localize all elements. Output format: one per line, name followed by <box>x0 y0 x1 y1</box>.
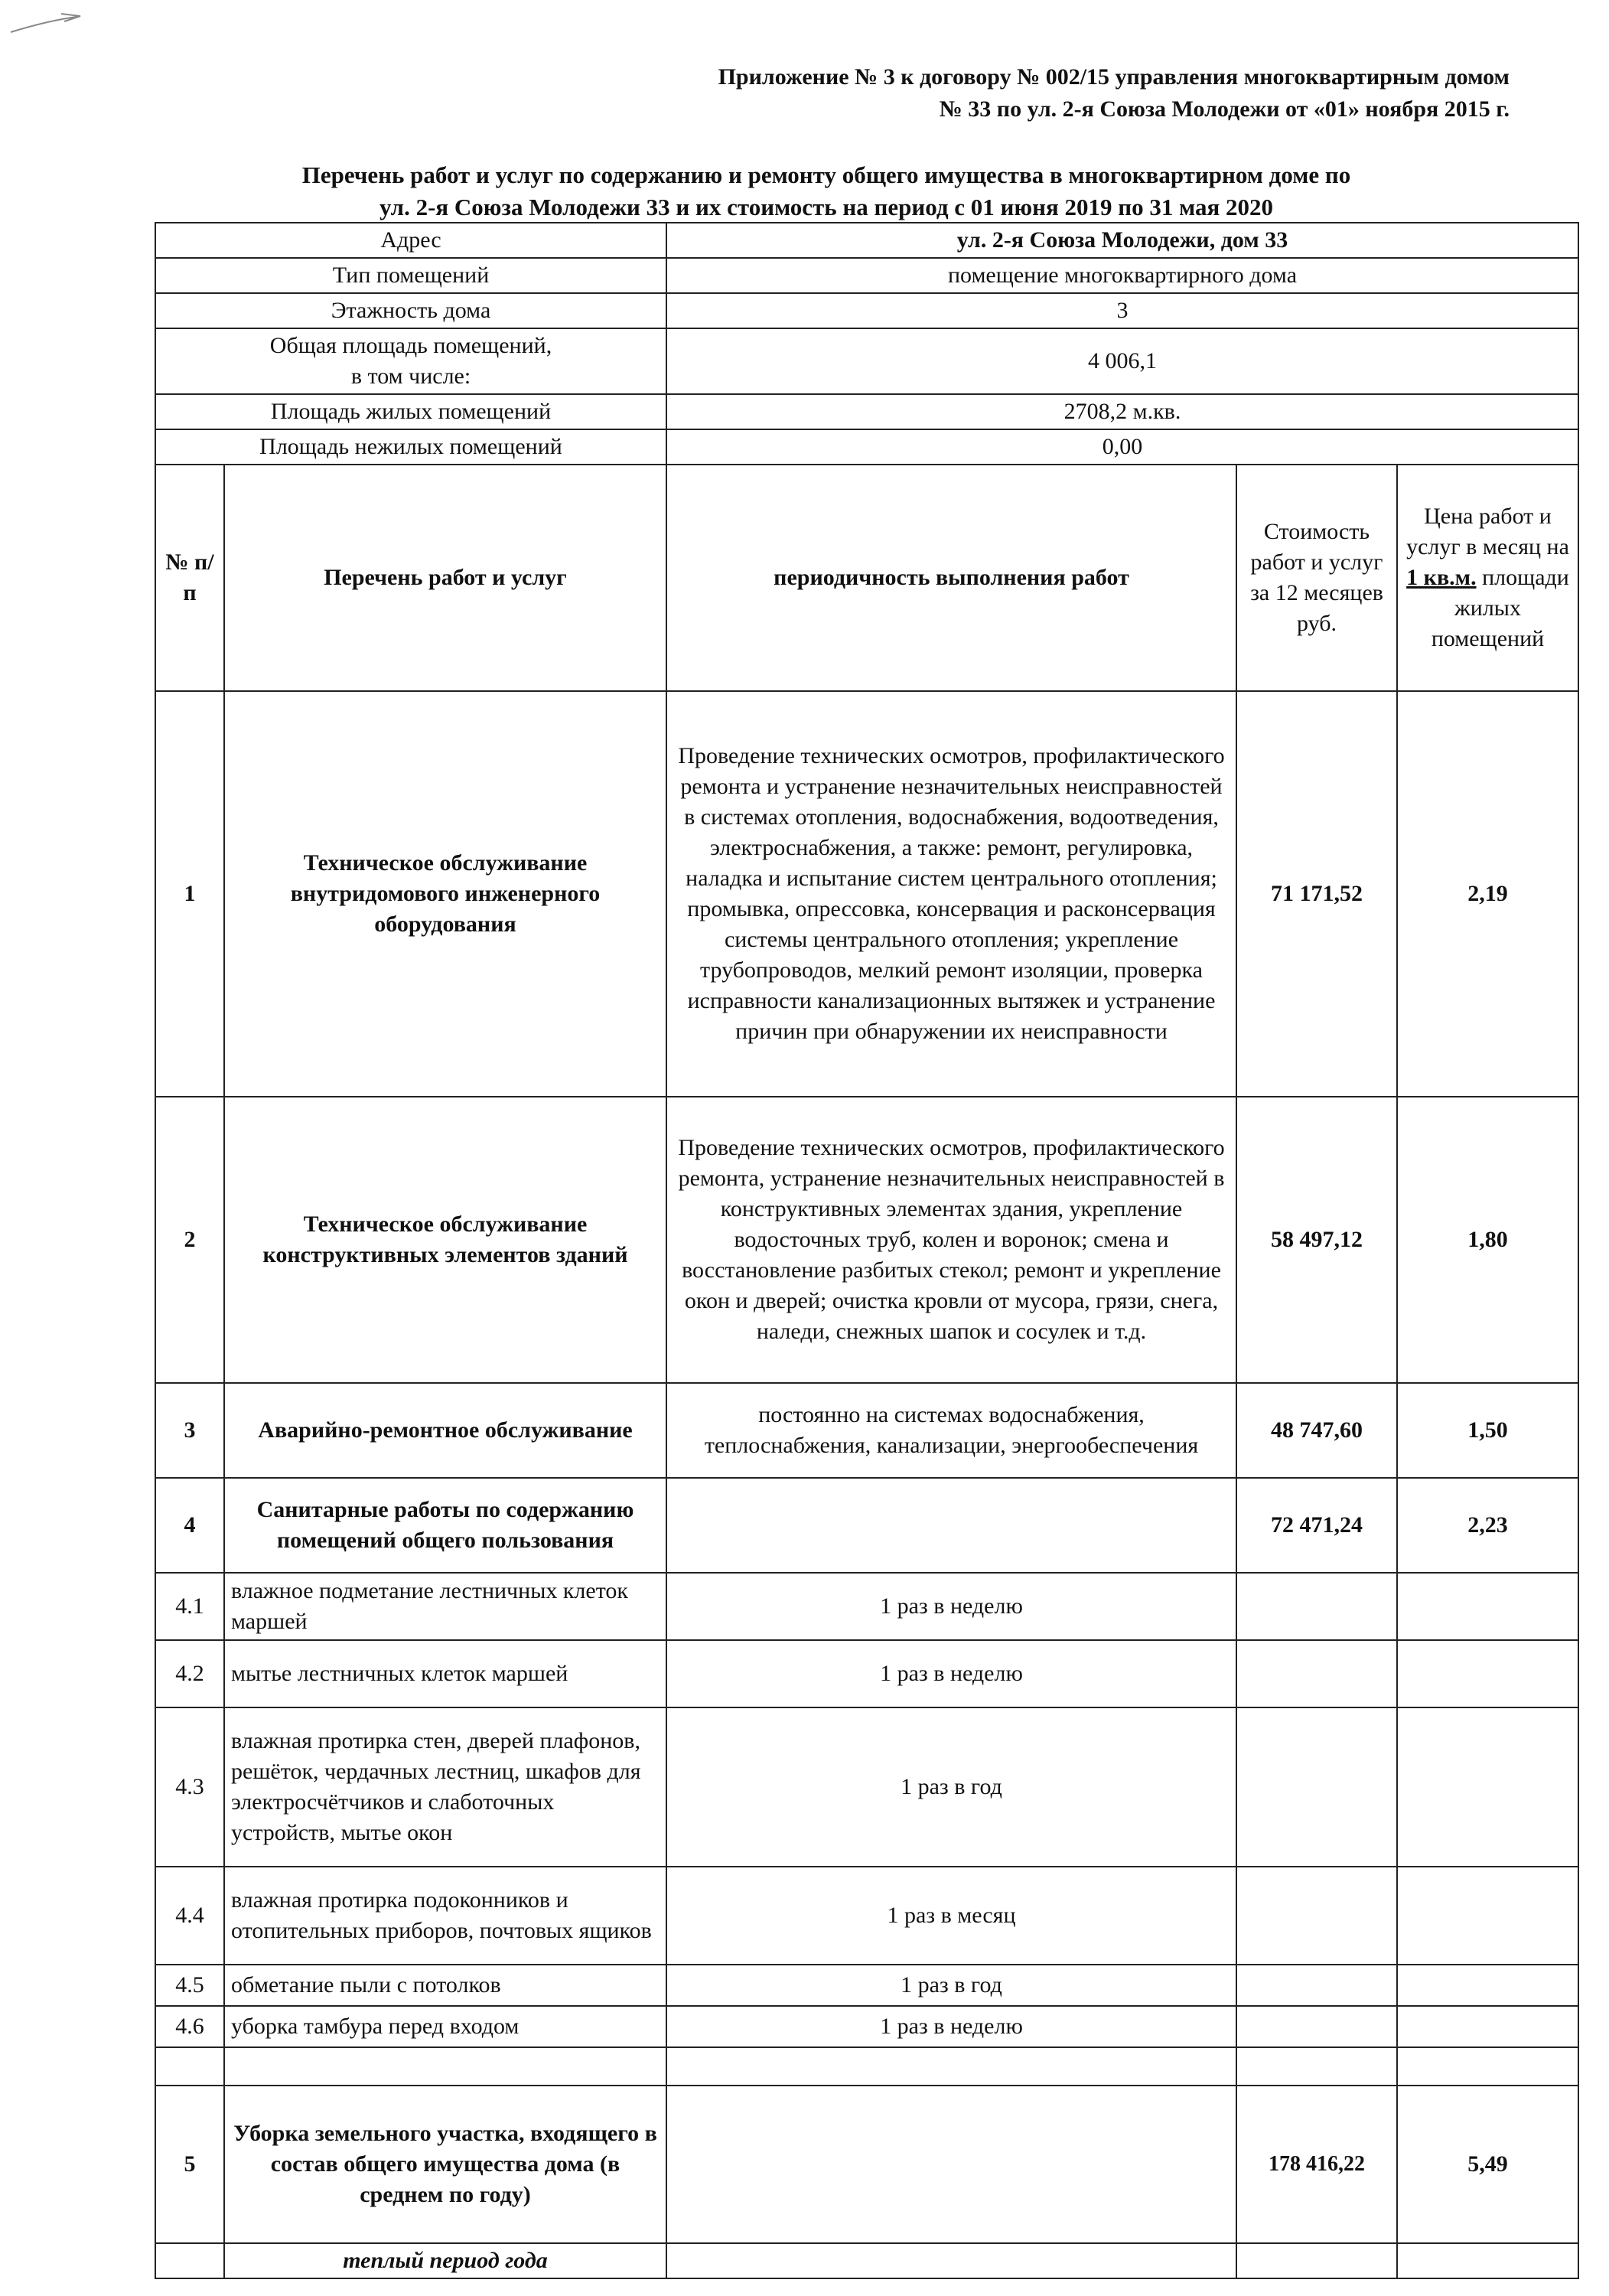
info-label-line-2: в том числе: <box>350 364 471 389</box>
info-label: Площадь нежилых помещений <box>155 429 666 465</box>
sub-row-name: влажная протирка стен, дверей плафонов, решёток, чердачных лестниц, шкафов для электросчётчиков и слаботочных устройств, мытье окон <box>224 1707 666 1867</box>
row-period <box>666 1478 1236 1573</box>
empty-cell <box>1397 2243 1578 2278</box>
sub-row-name: влажная протирка подоконников и отопительных приборов, почтовых ящиков <box>224 1867 666 1965</box>
row-num: 2 <box>155 1097 224 1383</box>
info-value: ул. 2-я Союза Молодежи, дом 33 <box>666 223 1578 258</box>
row-num: 5 <box>155 2086 224 2243</box>
document-header <box>209 61 1510 126</box>
row-price: 5,49 <box>1397 2086 1578 2243</box>
sub-row-name: мытье лестничных клеток маршей <box>224 1640 666 1707</box>
sub-row-price-empty <box>1397 1867 1578 1965</box>
sub-row-price-empty <box>1397 1707 1578 1867</box>
sub-row-price-empty <box>1397 1573 1578 1640</box>
spacer-row <box>155 2047 1578 2086</box>
sub-row-num: 4.4 <box>155 1867 224 1965</box>
info-value: 3 <box>666 293 1578 328</box>
sub-row <box>155 1707 1578 1867</box>
column-header-works: Перечень работ и услуг <box>224 465 666 691</box>
empty-cell <box>666 2243 1236 2278</box>
row-cost: 71 171,52 <box>1236 691 1397 1097</box>
sub-row-cost-empty <box>1236 1867 1397 1965</box>
row-cost: 48 747,60 <box>1236 1383 1397 1478</box>
row-price: 2,23 <box>1397 1478 1578 1573</box>
sub-row <box>155 1640 1578 1707</box>
row-period: постоянно на системах водоснабжения, теплоснабжения, канализации, энергообеспечения <box>666 1383 1236 1478</box>
row-period: Проведение технических осмотров, профилактического ремонта и устранение незначительных неисправностей в системах отопления, водоснабжения, водоотведения, электроснабжения, а также: ремонт, регулировка, наладка и испытание систем центрального отопления; промывка, опрессовка, консервация и расконсервация системы центрального отопления; укрепление трубопроводов, мелкий ремонт изоляции, проверка исправности канализационных вытяжек и устранение причин при обнаружении их неисправности <box>666 691 1236 1097</box>
sub-row-num: 4.5 <box>155 1965 224 2006</box>
sub-row <box>155 1965 1578 2006</box>
row-num: 4 <box>155 1478 224 1573</box>
info-row-nonliving-area <box>155 429 1578 465</box>
info-row-floors <box>155 293 1578 328</box>
column-header-price <box>1397 465 1578 691</box>
scan-artifact-mark <box>8 9 107 40</box>
title-line-2: ул. 2-я Союза Молодежи 33 и их стоимость на период с 01 июня 2019 по 31 мая 2020 <box>379 194 1274 220</box>
row-period <box>666 2086 1236 2243</box>
price-header-unit: 1 кв.м. <box>1406 565 1477 590</box>
row-name: Аварийно-ремонтное обслуживание <box>224 1383 666 1478</box>
info-row-total-area <box>155 328 1578 394</box>
sub-row-cost-empty <box>1236 2006 1397 2047</box>
sub-row-cost-empty <box>1236 1707 1397 1867</box>
season-label: теплый период года <box>224 2243 666 2278</box>
row-num: 1 <box>155 691 224 1097</box>
info-value: 4 006,1 <box>666 328 1578 394</box>
table-row <box>155 1097 1578 1383</box>
row-name: Уборка земельного участка, входящего в состав общего имущества дома (в среднем по году) <box>224 2086 666 2243</box>
sub-row-num: 4.6 <box>155 2006 224 2047</box>
title-line-1: Перечень работ и услуг по содержанию и ремонту общего имущества в многоквартирном доме по <box>301 161 1351 188</box>
sub-row-num: 4.1 <box>155 1573 224 1640</box>
info-label: Этажность дома <box>155 293 666 328</box>
price-header-b: площади жилых помещений <box>1431 565 1569 651</box>
services-table <box>155 222 1579 2279</box>
row-name: Санитарные работы по содержанию помещений общего пользования <box>224 1478 666 1573</box>
info-label: Адрес <box>155 223 666 258</box>
row-cost: 178 416,22 <box>1236 2086 1397 2243</box>
empty-cell <box>155 2047 224 2086</box>
table-row <box>155 2086 1578 2243</box>
sub-row-period: 1 раз в неделю <box>666 1573 1236 1640</box>
column-header-cost: Стоимость работ и услуг за 12 месяцев руб. <box>1236 465 1397 691</box>
header-line-2: № 33 по ул. 2-я Союза Молодежи от «01» ноября 2015 г. <box>939 96 1510 122</box>
sub-row-period: 1 раз в год <box>666 1707 1236 1867</box>
row-name: Техническое обслуживание конструктивных элементов зданий <box>224 1097 666 1383</box>
column-header-period: периодичность выполнения работ <box>666 465 1236 691</box>
empty-cell <box>155 2243 224 2278</box>
table-row <box>155 691 1578 1097</box>
info-row-address <box>155 223 1578 258</box>
row-num: 3 <box>155 1383 224 1478</box>
info-value: помещение многоквартирного дома <box>666 258 1578 293</box>
season-row <box>155 2243 1578 2278</box>
column-header-num: № п/п <box>155 465 224 691</box>
empty-cell <box>1236 2047 1397 2086</box>
sub-row-price-empty <box>1397 1640 1578 1707</box>
sub-row-period: 1 раз в неделю <box>666 1640 1236 1707</box>
empty-cell <box>1397 2047 1578 2086</box>
empty-cell <box>224 2047 666 2086</box>
row-price: 1,50 <box>1397 1383 1578 1478</box>
info-label-line-1: Общая площадь помещений, <box>269 333 552 358</box>
info-label <box>155 328 666 394</box>
info-row-living-area <box>155 394 1578 429</box>
row-cost: 58 497,12 <box>1236 1097 1397 1383</box>
sub-row <box>155 1867 1578 1965</box>
row-period: Проведение технических осмотров, профилактического ремонта, устранение незначительных неисправностей в конструктивных элементах здания, укрепление водосточных труб, колен и воронок; смена и восстановление разбитых стекол; ремонт и укрепление окон и дверей; очистка кровли от мусора, грязи, снега, наледи, снежных шапок и сосулек и т.д. <box>666 1097 1236 1383</box>
row-name: Техническое обслуживание внутридомового инженерного оборудования <box>224 691 666 1097</box>
info-value: 2708,2 м.кв. <box>666 394 1578 429</box>
row-price: 1,80 <box>1397 1097 1578 1383</box>
sub-row-period: 1 раз в неделю <box>666 2006 1236 2047</box>
sub-row-cost-empty <box>1236 1640 1397 1707</box>
table-row <box>155 1383 1578 1478</box>
sub-row-price-empty <box>1397 1965 1578 2006</box>
document-title <box>138 159 1515 223</box>
sub-row-price-empty <box>1397 2006 1578 2047</box>
empty-cell <box>1236 2243 1397 2278</box>
info-row-type <box>155 258 1578 293</box>
price-header-a: Цена работ и услуг в месяц на <box>1406 504 1569 559</box>
sub-row-period: 1 раз в год <box>666 1965 1236 2006</box>
info-label: Площадь жилых помещений <box>155 394 666 429</box>
sub-row-num: 4.3 <box>155 1707 224 1867</box>
info-label: Тип помещений <box>155 258 666 293</box>
sub-row-num: 4.2 <box>155 1640 224 1707</box>
sub-row-name: уборка тамбура перед входом <box>224 2006 666 2047</box>
sub-row-cost-empty <box>1236 1965 1397 2006</box>
sub-row <box>155 2006 1578 2047</box>
table-row <box>155 1478 1578 1573</box>
row-cost: 72 471,24 <box>1236 1478 1397 1573</box>
sub-row-period: 1 раз в месяц <box>666 1867 1236 1965</box>
sub-row <box>155 1573 1578 1640</box>
sub-row-cost-empty <box>1236 1573 1397 1640</box>
info-value: 0,00 <box>666 429 1578 465</box>
empty-cell <box>666 2047 1236 2086</box>
sub-row-name: обметание пыли с потолков <box>224 1965 666 2006</box>
header-line-1: Приложение № 3 к договору № 002/15 управления многоквартирным домом <box>718 64 1510 90</box>
column-header-row <box>155 465 1578 691</box>
sub-row-name: влажное подметание лестничных клеток маршей <box>224 1573 666 1640</box>
row-price: 2,19 <box>1397 691 1578 1097</box>
